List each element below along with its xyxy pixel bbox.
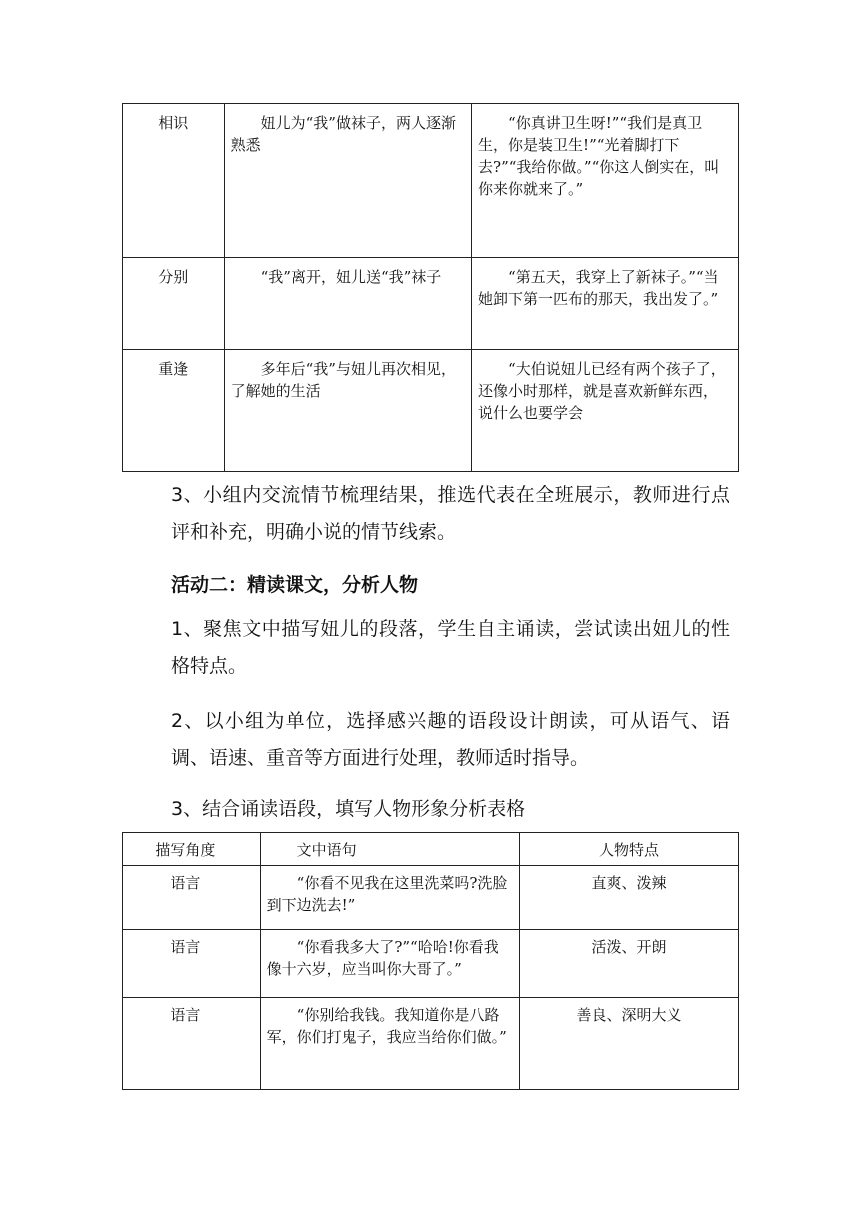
sentence-text: “你看不见我在这里洗菜吗?洗脸到下边洗去!” bbox=[266, 874, 508, 914]
trait-cell: 活泼、开朗 bbox=[519, 930, 738, 998]
quote-cell bbox=[472, 258, 739, 350]
table-row bbox=[123, 258, 739, 350]
plot-cell bbox=[224, 104, 471, 258]
quote-cell bbox=[472, 350, 739, 472]
plot-text: 妞儿为“我”做袜子，两人逐渐熟悉 bbox=[230, 114, 456, 154]
sentence-text: “你看我多大了?”“哈哈!你看我像十六岁，应当叫你大哥了。” bbox=[266, 938, 499, 978]
paragraph-text: 3、结合诵读语段，填写人物形象分析表格 bbox=[171, 798, 526, 820]
quote-text: “你真讲卫生呀!”“我们是真卫生，你是装卫生!”“光着脚打下去?”“我给你做。”“你这人倒实在，叫你来你就来了。” bbox=[478, 114, 720, 198]
table-row bbox=[123, 866, 739, 930]
plot-cell bbox=[224, 258, 471, 350]
activity-heading bbox=[130, 567, 730, 604]
stage-cell: 相识 bbox=[123, 104, 225, 258]
angle-cell: 语言 bbox=[123, 930, 261, 998]
paragraph-text: 2、以小组为单位，选择感兴趣的语段设计朗读，可从语气、语调、语速、重音等方面进行处理，教师适时指导。 bbox=[171, 710, 730, 769]
header-trait: 人物特点 bbox=[519, 833, 738, 866]
sentence-cell bbox=[260, 866, 519, 930]
trait-cell: 善良、深明大义 bbox=[519, 998, 738, 1090]
plot-text: 多年后“我”与妞儿再次相见，了解她的生活 bbox=[230, 360, 456, 400]
sentence-cell bbox=[260, 998, 519, 1090]
table-row bbox=[123, 104, 739, 258]
quote-text: “第五天，我穿上了新袜子。”“当她卸下第一匹布的那天，我出发了。” bbox=[478, 268, 719, 308]
table-header-row bbox=[123, 833, 739, 866]
header-sentence-text: 文中语句 bbox=[296, 841, 357, 859]
plot-text: “我”离开，妞儿送“我”袜子 bbox=[260, 268, 442, 286]
paragraph-group-discussion bbox=[130, 477, 730, 551]
quote-text: “大伯说妞儿已经有两个孩子了，还像小时那样，就是喜欢新鲜东西，说什么也要学会 bbox=[478, 360, 726, 422]
paragraph-fill-table bbox=[130, 791, 730, 828]
header-sentence bbox=[260, 833, 519, 866]
paragraph-text: 3、小组内交流情节梳理结果，推选代表在全班展示，教师进行点评和补充，明确小说的情节线索。 bbox=[171, 484, 730, 543]
paragraph-group-reading bbox=[130, 703, 730, 777]
paragraph-text: 1、聚焦文中描写妞儿的段落，学生自主诵读，尝试读出妞儿的性格特点。 bbox=[171, 618, 730, 677]
stage-cell: 分别 bbox=[123, 258, 225, 350]
angle-cell: 语言 bbox=[123, 866, 261, 930]
plot-cell bbox=[224, 350, 471, 472]
heading-text: 活动二：精读课文，分析人物 bbox=[171, 574, 419, 596]
character-analysis-table bbox=[122, 832, 739, 1090]
plot-table bbox=[122, 103, 739, 472]
trait-cell: 直爽、泼辣 bbox=[519, 866, 738, 930]
header-angle: 描写角度 bbox=[123, 833, 261, 866]
stage-cell: 重逢 bbox=[123, 350, 225, 472]
sentence-cell bbox=[260, 930, 519, 998]
table-row bbox=[123, 998, 739, 1090]
quote-cell bbox=[472, 104, 739, 258]
sentence-text: “你别给我钱。我知道你是八路军，你们打鬼子，我应当给你们做。” bbox=[266, 1006, 507, 1046]
table-row bbox=[123, 350, 739, 472]
table-row bbox=[123, 930, 739, 998]
paragraph-reading bbox=[130, 611, 730, 685]
angle-cell: 语言 bbox=[123, 998, 261, 1090]
